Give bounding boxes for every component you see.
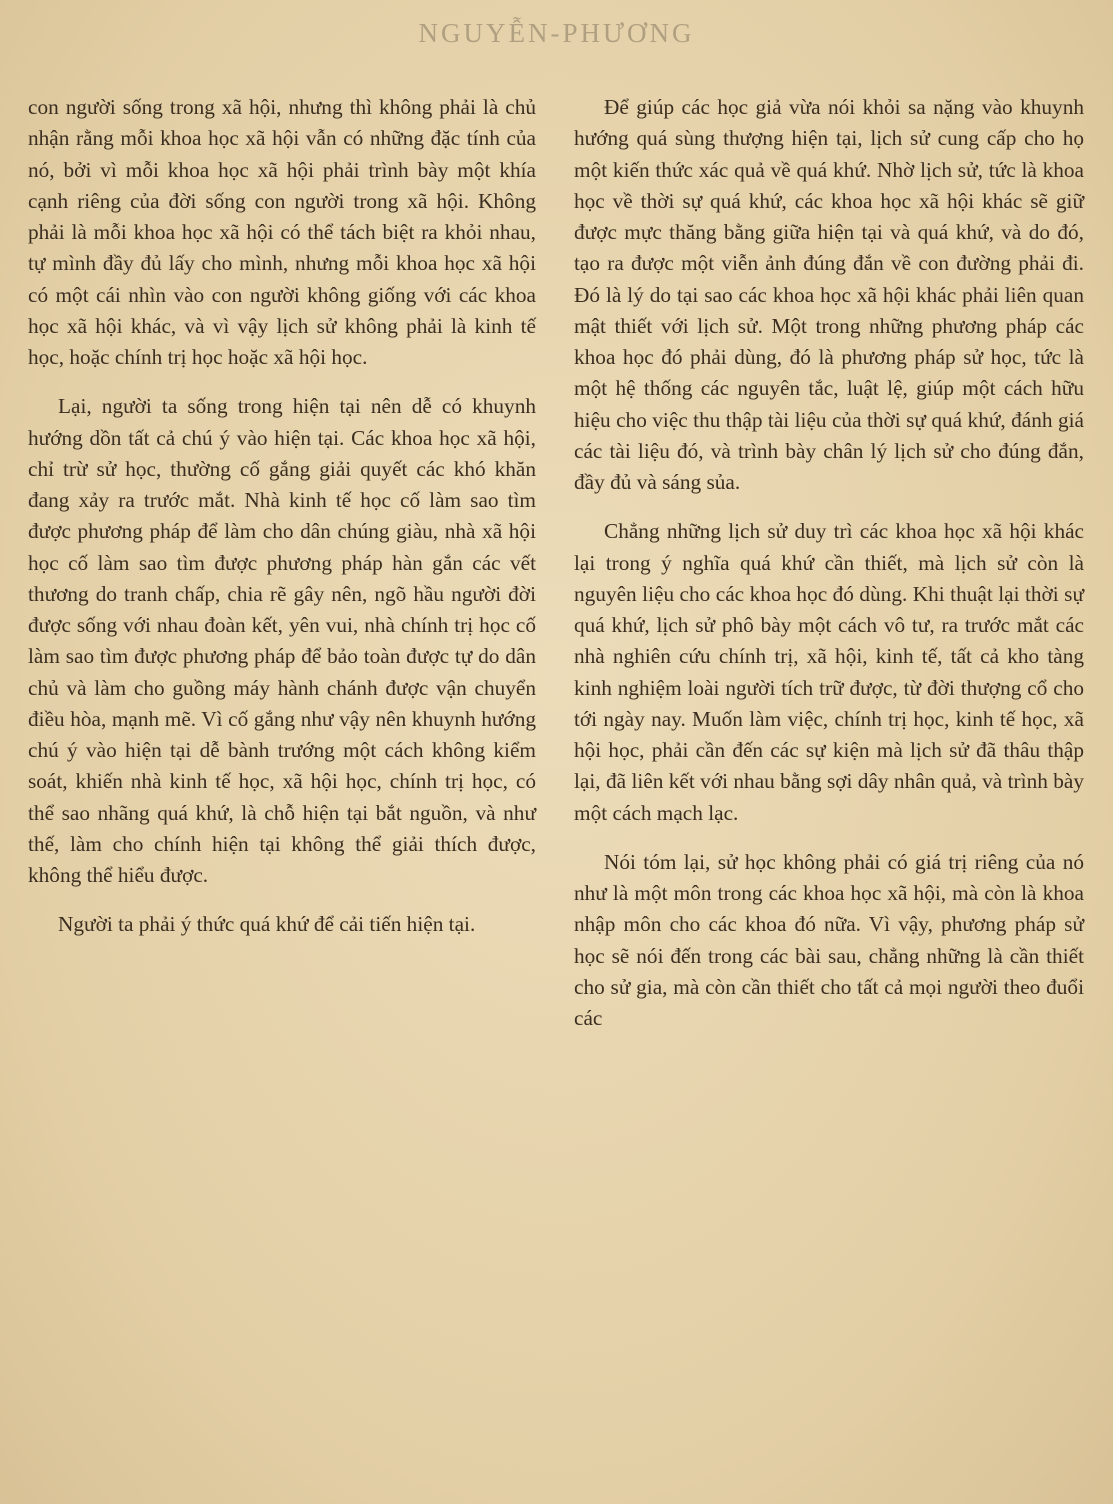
left-paragraph-2: Lại, người ta sống trong hiện tại nên dễ có khuynh hướng dồn tất cả chú ý vào hiện tại. Các khoa học xã hội, chỉ trừ sử học, thường cố gắng giải quyết các khó khăn đang xảy ra trước mắt. Nhà kinh tế học cố làm sao tìm được phương pháp để làm cho dân chúng giàu, nhà xã hội học cố làm sao tìm được phương pháp hàn gắn các vết thương do tranh chấp, chia rẽ gây nên, ngõ hầu người đời được sống với nhau đoàn kết, yên vui, nhà chính trị học cố làm sao tìm được phương pháp để bảo toàn được tự do dân chủ và làm cho guồng máy hành chánh được vận chuyển điều hòa, mạnh mẽ. Vì cố gắng như vậy nên khuynh hướng chú ý vào hiện tại dễ bành trướng một cách không kiểm soát, khiến nhà kinh tế học, xã hội học, chính trị học, có thể sao nhãng quá khứ, là chỗ hiện tại bắt nguồn, và như thế, làm cho chính hiện tại không thể giải thích được, không thể hiểu được. [28, 394, 536, 887]
left-paragraph-1: con người sống trong xã hội, nhưng thì không phải là chủ nhận rằng mỗi khoa học xã hội vẫn có những đặc tính của nó, bởi vì mỗi khoa học xã hội phải trình bày một khía cạnh riêng của đời sống con người trong xã hội. Không phải là mỗi khoa học xã hội có thể tách biệt ra khỏi nhau, tự mình đầy đủ lấy cho mình, nhưng mỗi khoa học xã hội có một cái nhìn vào con người không giống với các khoa học xã hội khác, và vì vậy lịch sử không phải là kinh tế học, hoặc chính trị học hoặc xã hội học. [28, 95, 536, 369]
running-header: NGUYỄN-PHƯƠNG [418, 18, 695, 48]
left-paragraph-3: Người ta phải ý thức quá khứ để cải tiến hiện tại. [58, 912, 476, 937]
right-paragraph-3: Nói tóm lại, sử học không phải có giá trị riêng của nó như là một môn trong các khoa học xã hội, mà còn là khoa nhập môn cho các khoa đó nữa. Vì vậy, phương pháp sử học sẽ nói đến trong các bài sau, chẳng những là cần thiết cho sử gia, mà còn cần thiết cho tất cả mọi người theo đuổi các [574, 849, 1084, 1030]
right-paragraph-1: Để giúp các học giả vừa nói khỏi sa nặng vào khuynh hướng quá sùng thượng hiện tại, lịch sử cung cấp cho họ một kiến thức xác quả về quá khứ. Nhờ lịch sử, tức là khoa học về thời sự quá khứ, các khoa học xã hội khác sẽ giữ được mực thăng bằng giữa hiện tại và quá khứ, và do đó, tạo ra được một viễn ảnh đúng đắn về con đường phải đi. Đó là lý do tại sao các khoa học xã hội khác phải liên quan mật thiết với lịch sử. Một trong những phương pháp các khoa học đó phải dùng, đó là phương pháp sử học, tức là một hệ thống các nguyên tắc, luật lệ, giúp một cách hữu hiệu cho việc thu thập tài liệu của thời sự quá khứ, đánh giá các tài liệu đó, và trình bày chân lý lịch sử cho đúng đắn, đầy đủ và sáng sủa. [574, 95, 1084, 494]
left-column [28, 92, 536, 959]
right-column [574, 92, 1084, 1052]
right-paragraph-2: Chẳng những lịch sử duy trì các khoa học xã hội khác lại trong ý nghĩa quá khứ cần thiết, mà lịch sử còn là nguyên liệu cho các khoa học đó dùng. Khi thuật lại thời sự quá khứ, lịch sử phô bày một cách vô tư, ra trước mắt các nhà nghiên cứu chính trị, xã hội, kinh tế, tất cả kho tàng kinh nghiệm loài người tích trữ được, từ đời thượng cổ cho tới ngày nay. Muốn làm việc, chính trị học, kinh tế học, xã hội học, phải cần đến các sự kiện mà lịch sử đã thâu thập lại, đã liên kết với nhau bằng sợi dây nhân quả, và trình bày một cách mạch lạc. [574, 519, 1084, 825]
